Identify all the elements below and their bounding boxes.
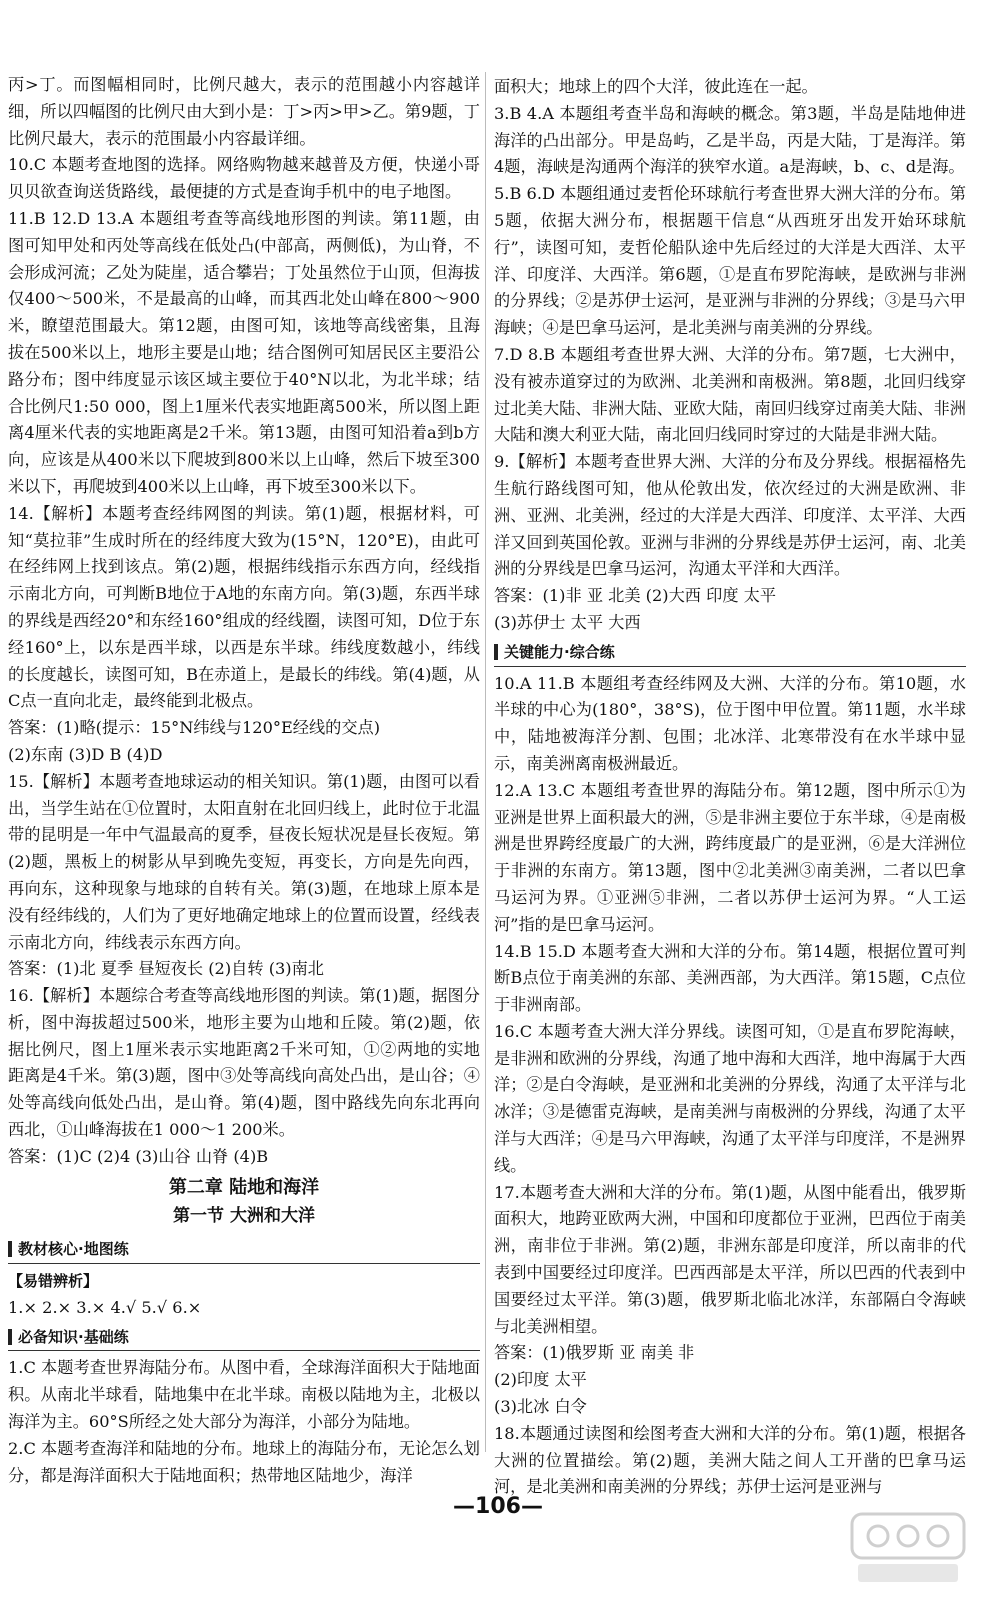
paragraph: 1.C 本题考查世界海陆分布。从图中看，全球海洋面积大于陆地面积。从南北半球看，陆地集中在北半球。南极以陆地为主，北极以海洋为主。60°S所经之处大部分为海洋，小部分为陆地。	[8, 1358, 480, 1432]
answer-line: 答案：(1)北 夏季 昼短夜长 (2)自转 (3)南北	[8, 959, 324, 979]
paragraph: 11.B 12.D 13.A 本题组考查等高线地形图的判读。第11题，由图可知甲处和丙处等高线在低处凸(中部高，两侧低)，为山脊，不会形成河流；乙处为陡崖，适合攀岩；丁处虽然位于山顶，但海拔仅400～500米，不是最高的山峰，而其西北处山峰在800～900米，瞭望范围最大。第12题，由图可知，该地等高线密集，且海拔在500米以上，地形主要是山地；结合图例可知居民区主要沿公路分布；图中纬度显示该区域主要位于40°N以北，为北半球；结合比例尺1:50 000，图上1厘米代表实地距离500米，所以图上距离4厘米代表的实地距离是2千米。第13题，由图可知沿着a到b方向，应该是从400米以下爬坡到800米以上山峰，然后下坡至300米以下，再爬坡到400米以上山峰，再下坡至300米以下。	[8, 208, 480, 496]
watermark-logo-icon	[848, 1508, 968, 1588]
answer-line: (2)东南 (3)D B (4)D	[8, 744, 163, 764]
paragraph: 10.A 11.B 本题组考查经纬网及大洲、大洋的分布。第10题，水半球的中心为(180°，38°S)，位于图中甲位置。第11题，水半球中，陆地被海洋分割、包围；北冰洋、北寒带没有在水半球中显示，南美洲离南极洲最近。	[494, 673, 966, 773]
paragraph: 14.B 15.D 本题考查大洲和大洋的分布。第14题，根据位置可判断B点位于南美洲的东部、美洲西部，为大西洋。第15题，C点位于非洲南部。	[494, 941, 966, 1015]
yicuo-items: 1.× 2.× 3.× 4.√ 5.√ 6.×	[8, 1297, 202, 1317]
paragraph: 5.B 6.D 本题组通过麦哲伦环球航行考查世界大洲大洋的分布。第5题，依据大洲分布，根据题干信息“从西班牙出发开始环球航行”，读图可知，麦哲伦船队途中先后经过的大洋是大西洋、太平洋、印度洋、大西洋。第6题，①是直布罗陀海峡，是欧洲与非洲的分界线；②是苏伊士运河，是亚洲与非洲的分界线；③是马六甲海峡；④是巴拿马运河，是北美洲与南美洲的分界线。	[494, 184, 966, 338]
left-column	[8, 72, 480, 1489]
paragraph: 2.C 本题考查海洋和陆地的分布。地球上的海陆分布，无论怎么划分，都是海洋面积大于陆地面积；热带地区陆地少，海洋	[8, 1438, 480, 1485]
section-bar: 教材核心·地图练	[8, 1236, 480, 1264]
paragraph: 14.【解析】本题考查经纬网图的判读。第(1)题，根据材料，可知“莫拉菲”生成时所在的经纬度大致为(15°N，120°E)，由此可在经纬网上找到该点。第(2)题，根据纬线指示东西方向，经线指示南北方向，可判断B地位于A地的东南方向。第(3)题，东西半球的界线是西经20°和东经160°组成的经线圈，读图可知，D位于东经160°上，以东是西半球，以西是东半球。纬线度数越小，纬线的长度越长，读图可知，B在赤道上，是最长的纬线。第(4)题，从C点一直向北走，最终能到北极点。	[8, 503, 480, 711]
answer-line: (2)印度 太平	[494, 1370, 587, 1390]
paragraph: 16.【解析】本题综合考查等高线地形图的判读。第(1)题，据图分析，图中海拔超过500米，地形主要为山地和丘陵。第(2)题，依据比例尺，图上1厘米表示实地距离2千米可知，①②两地的实地距离是4千米。第(3)题，图中③处等高线向高处凸出，是山谷；④处等高线向低处凸出，是山脊。第(4)题，图中路线先向东北再向西北，①山峰海拔在1 000～1 200米。	[8, 986, 480, 1140]
section-title: 第一节 大洲和大洋	[173, 1206, 315, 1227]
yicuo-label: 【易错辨析】	[8, 1272, 99, 1291]
paragraph: 丙>丁。而图幅相同时，比例尺越大，表示的范围越小内容越详细，所以四幅图的比例尺由大到小是：丁>丙>甲>乙。第9题，丁比例尺最大，表示的范围最小内容最详细。	[8, 75, 480, 148]
paragraph: 3.B 4.A 本题组考查半岛和海峡的概念。第3题，半岛是陆地伸进海洋的凸出部分。甲是岛屿，乙是半岛，丙是大陆，丁是海洋。第4题，海峡是沟通两个海洋的狭窄水道。a是海峡，b、c、d是海。	[494, 103, 966, 177]
paragraph: 面积大；地球上的四个大洋，彼此连在一起。	[494, 77, 818, 96]
paragraph: 7.D 8.B 本题组考查世界大洲、大洋的分布。第7题，七大洲中，没有被赤道穿过的为欧洲、北美洲和南极洲。第8题，北回归线穿过北美大陆、非洲大陆、亚欧大陆，南回归线穿过南美大陆、非洲大陆和澳大利亚大陆，南北回归线同时穿过的大陆是非洲大陆。	[494, 344, 966, 445]
paragraph: 10.C 本题考查地图的选择。网络购物越来越普及方便，快递小哥贝贝欲查询送货路线，最便捷的方式是查询手机中的电子地图。	[8, 155, 480, 202]
paragraph: 15.【解析】本题考查地球运动的相关知识。第(1)题，由图可以看出，当学生站在①位置时，太阳直射在北回归线上，此时位于北温带的昆明是一年中气温最高的夏季，昼夜长短状况是昼长夜短。第(2)题，黑板上的树影从早到晚先变短，再变长，方向是先向西，再向东，这种现象与地球的自转有关。第(3)题，在地球上原本是没有经纬线的，人们为了更好地确定地球上的位置而设置，经线表示南北方向，纬线表示东西方向。	[8, 771, 480, 952]
paragraph: 9.【解析】本题考查世界大洲、大洋的分布及分界线。根据福格先生航行路线图可知，他从伦敦出发，依次经过的大洲是欧洲、非洲、亚洲、北美洲，经过的大洋是大西洋、印度洋、太平洋、大西洋又回到英国伦敦。亚洲与非洲的分界线是苏伊士运河，南、北美洲的分界线是巴拿马运河，沟通太平洋和大西洋。	[494, 452, 966, 579]
answer-line: 答案：(1)非 亚 北美 (2)大西 印度 太平	[494, 586, 777, 606]
chapter-title: 第二章 陆地和海洋	[168, 1176, 320, 1198]
paragraph: 17.本题考查大洲和大洋的分布。第(1)题，从图中能看出，俄罗斯面积大，地跨亚欧两大洲，中国和印度都位于亚洲，巴西位于南美洲，南非位于非洲。第(2)题，非洲东部是印度洋，所以南非的代表到中国要经过印度洋。巴西西部是太平洋，所以巴西的代表到中国要经过太平洋。第(3)题，俄罗斯北临北冰洋，东部隔白令海峡与北美洲相望。	[494, 1182, 966, 1336]
section-bar: 关键能力·综合练	[494, 639, 966, 667]
paragraph: 12.A 13.C 本题组考查世界的海陆分布。第12题，图中所示①为亚洲是世界上面积最大的洲，⑤是非洲主要位于东半球，④是南极洲是世界跨经度最广的大洲，跨纬度最广的是亚洲，⑥是大洋洲位于非洲的东南方。第13题，图中②北美洲③南美洲，二者以巴拿马运河为界。①亚洲⑤非洲，二者以苏伊士运河为界。“人工运河”指的是巴拿马运河。	[494, 780, 966, 934]
answer-line: 答案：(1)C (2)4 (3)山谷 山脊 (4)B	[8, 1146, 269, 1166]
answer-line: 答案：(1)俄罗斯 亚 南美 非	[494, 1343, 695, 1363]
answer-line: (3)苏伊士 太平 大西	[494, 612, 641, 632]
answer-line: (3)北冰 白令	[494, 1397, 587, 1417]
section-bar: 必备知识·基础练	[8, 1324, 480, 1352]
right-column	[494, 74, 966, 1501]
paragraph: 18.本题通过读图和绘图考查大洲和大洋的分布。第(1)题，根据各大洲的位置描绘。第(2)题，美洲大陆之间人工开凿的巴拿马运河，是北美洲和南美洲的分界线；苏伊士运河是亚洲与	[494, 1423, 966, 1497]
page-number: —106—	[453, 1494, 543, 1519]
answer-line: 答案：(1)略(提示：15°N纬线与120°E经线的交点)	[8, 718, 381, 738]
paragraph: 16.C 本题考查大洲大洋分界线。读图可知，①是直布罗陀海峡，是非洲和欧洲的分界线，沟通了地中海和大西洋，地中海属于大西洋；②是白令海峡，是亚洲和北美洲的分界线，沟通了太平洋与北冰洋；③是德雷克海峡，是南美洲与南极洲的分界线，沟通了太平洋与大西洋；④是马六甲海峡，沟通了太平洋与印度洋，不是洲界线。	[494, 1021, 966, 1175]
column-divider	[485, 72, 486, 1452]
